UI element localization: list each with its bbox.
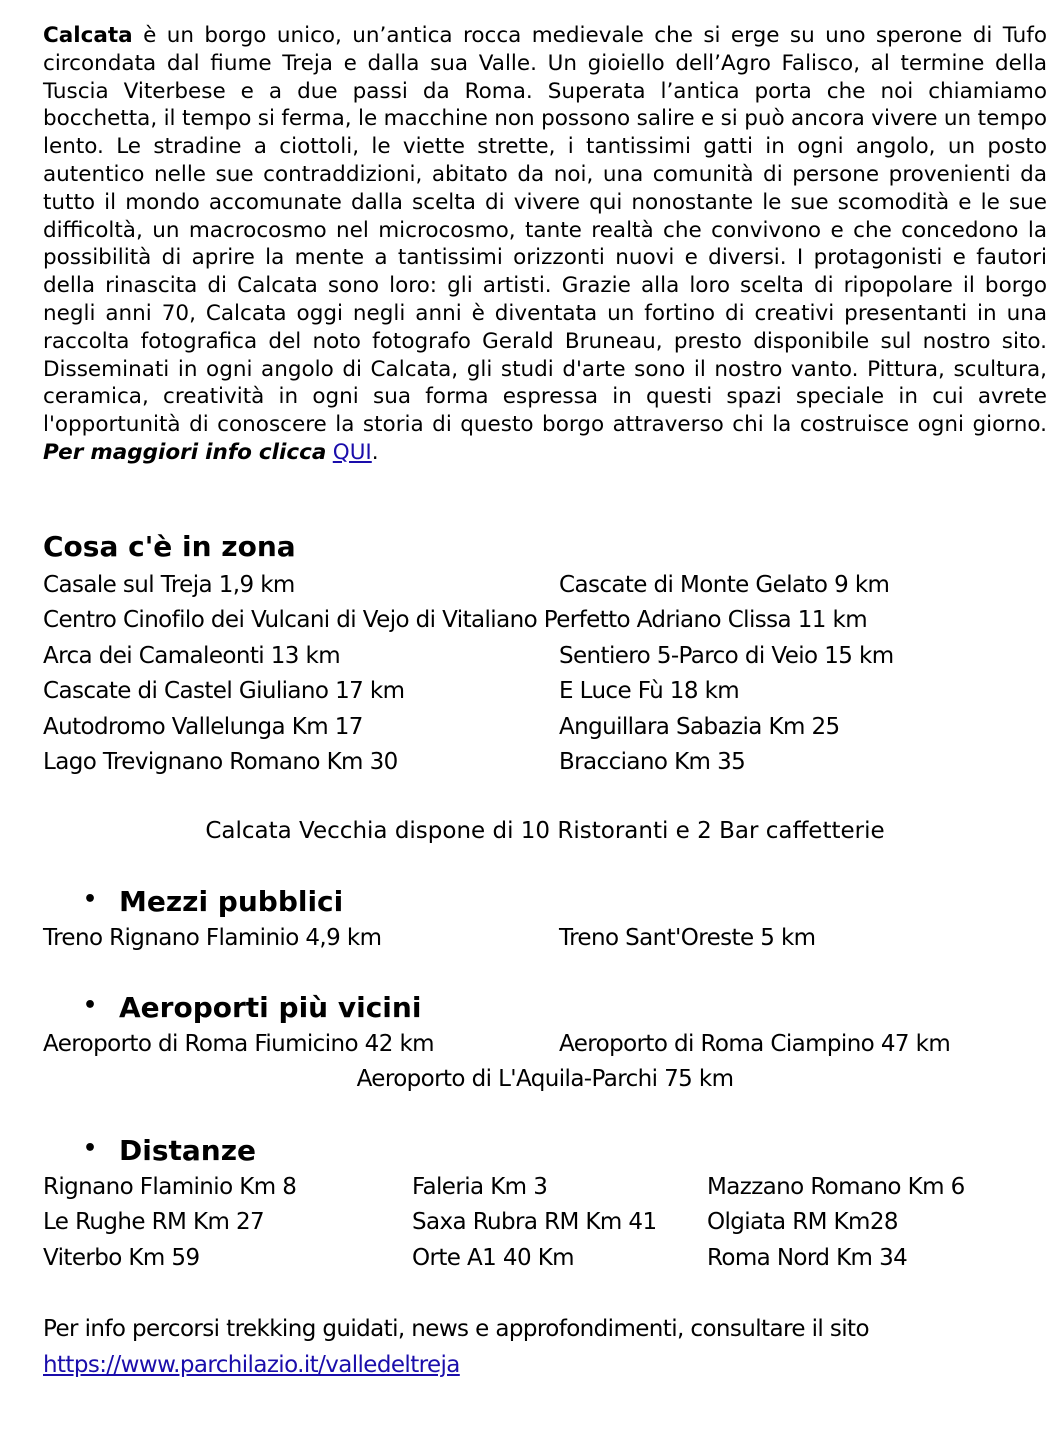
distance-item: Roma Nord Km 34 — [707, 1245, 908, 1271]
distance-item: Olgiata RM Km28 — [707, 1209, 898, 1235]
nearby-item: Centro Cinofilo dei Vulcani di Vejo di Vitaliano Perfetto Adriano Clissa 11 km — [43, 607, 868, 633]
bullet-icon: • — [83, 1136, 98, 1161]
intro-paragraph — [43, 22, 1047, 467]
airports-title: Aeroporti più vicini — [119, 991, 422, 1024]
transport-item: Treno Sant'Oreste 5 km — [559, 925, 816, 951]
distance-item: Le Rughe RM Km 27 — [43, 1209, 265, 1235]
distance-item: Mazzano Romano Km 6 — [707, 1174, 965, 1200]
airport-item: Aeroporto di Roma Fiumicino 42 km — [43, 1031, 434, 1057]
document-page — [43, 22, 1047, 1378]
nearby-item: Lago Trevignano Romano Km 30 — [43, 749, 398, 775]
nearby-item: Cascate di Castel Giuliano 17 km — [43, 678, 405, 704]
footer-text: Per info percorsi trekking guidati, news e approfondimenti, consultare il sito — [43, 1316, 869, 1342]
distance-item: Rignano Flaminio Km 8 — [43, 1174, 297, 1200]
transport-item: Treno Rignano Flaminio 4,9 km — [43, 925, 382, 951]
distances-title: Distanze — [119, 1134, 257, 1167]
nearby-item: Anguillara Sabazia Km 25 — [559, 714, 840, 740]
distance-item: Faleria Km 3 — [412, 1174, 548, 1200]
intro-body: è un borgo unico, un’antica rocca medievale che si erge su uno sperone di Tufo circondata dal fiume Treja e dalla sua Valle. Un gioiello dell’Agro Falisco, al termine della Tuscia Viterbese e a due passi da Roma. Superata l’antica porta che noi chiamiamo bocchetta, il tempo si ferma, le macchine non possono salire e si può ancora vivere un tempo lento. Le stradine a ciottoli, le viette strette, i tantissimi gatti in ogni angolo, un posto autentico nelle sue contraddizioni, abitato da noi, una comunità di persone provenienti da tutto il mondo accomunate dalla scelta di vivere qui nonostante le sue scomodità e le sue difficoltà, un macrocosmo nel microcosmo, tante realtà che convivono e che concedono la possibilità di aprire la mente a tantissimi orizzonti nuovi e diversi. I protagonisti e fautori della rinascita di Calcata sono loro: gli artisti. Grazie alla loro scelta di ripopolare il borgo negli anni 70, Calcata oggi negli anni è diventata un fortino di creativi presentanti in una raccolta fotografica del noto fotografo Gerald Bruneau, presto disponibile sul nostro sito. Disseminati in ogni angolo di Calcata, gli studi d'arte sono il nostro vanto. Pittura, scultura, ceramica, creatività in ogni sua forma espressa in questi spazi speciale in cui avrete l'opportunità di conoscere la storia di questo borgo attraverso chi la costruisce ogni giorno. — [43, 23, 1047, 438]
nearby-item: Arca dei Camaleonti 13 km — [43, 643, 341, 669]
place-name: Calcata — [43, 23, 133, 48]
nearby-item: Cascate di Monte Gelato 9 km — [559, 572, 890, 598]
nearby-item: Bracciano Km 35 — [559, 749, 746, 775]
intro-end: . — [371, 439, 379, 465]
more-info-cta: Per maggiori info clicca — [43, 439, 327, 465]
nearby-title: Cosa c'è in zona — [43, 530, 296, 563]
distance-item: Orte A1 40 Km — [412, 1245, 574, 1271]
airport-item: Aeroporto di Roma Ciampino 47 km — [559, 1031, 951, 1057]
bullet-icon: • — [83, 887, 98, 912]
more-info-link[interactable]: QUI — [332, 439, 372, 465]
nearby-item: Casale sul Treja 1,9 km — [43, 572, 295, 598]
distance-item: Viterbo Km 59 — [43, 1245, 200, 1271]
nearby-item: Sentiero 5-Parco di Veio 15 km — [559, 643, 894, 669]
distance-item: Saxa Rubra RM Km 41 — [412, 1209, 657, 1235]
nearby-item: Autodromo Vallelunga Km 17 — [43, 714, 363, 740]
parco-website-link[interactable]: https://www.parchilazio.it/valledeltreja — [43, 1352, 460, 1378]
airport-extra: Aeroporto di L'Aquila-Parchi 75 km — [356, 1066, 734, 1092]
restaurants-note: Calcata Vecchia dispone di 10 Ristoranti e 2 Bar caffetterie — [205, 818, 885, 844]
bullet-icon: • — [83, 993, 98, 1018]
nearby-item: E Luce Fù 18 km — [559, 678, 740, 704]
transport-title: Mezzi pubblici — [119, 885, 344, 918]
